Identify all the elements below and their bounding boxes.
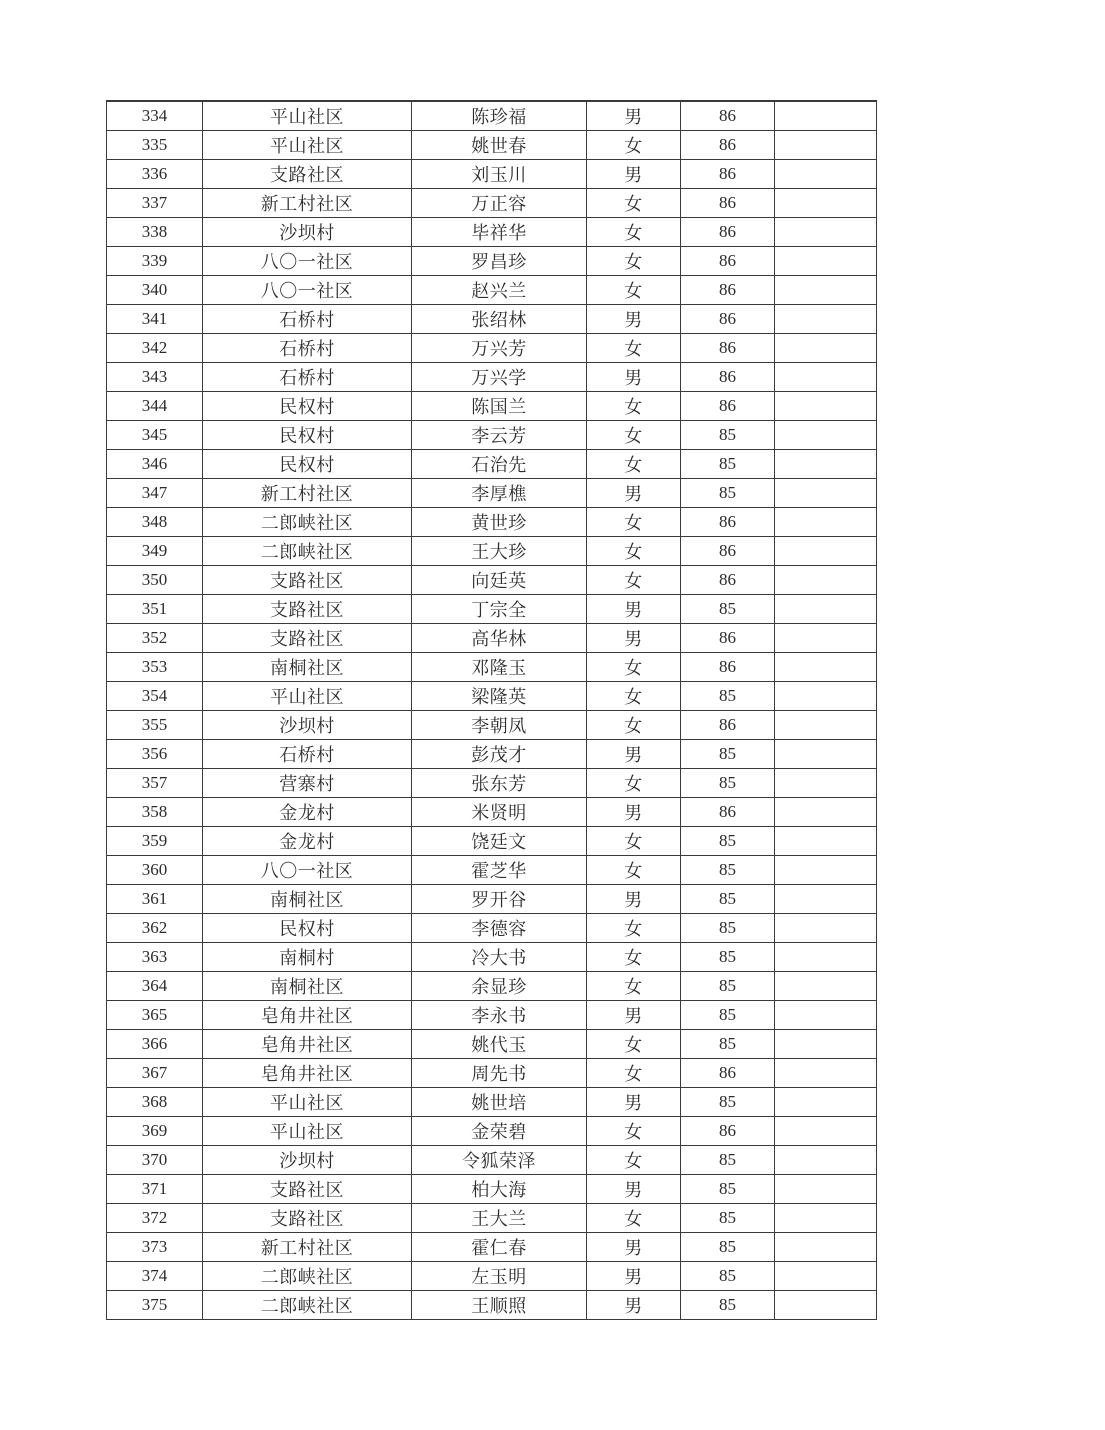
table-row <box>107 1001 877 1030</box>
note-cell <box>775 101 877 131</box>
table-row <box>107 595 877 624</box>
score-cell: 86 <box>681 624 775 653</box>
score-cell: 86 <box>681 334 775 363</box>
table-row <box>107 798 877 827</box>
village-cell: 二郎峡社区 <box>203 508 412 537</box>
person-name-cell: 刘玉川 <box>412 160 587 189</box>
table-row <box>107 218 877 247</box>
person-name-cell: 万正容 <box>412 189 587 218</box>
index-cell: 374 <box>107 1262 203 1291</box>
note-cell <box>775 421 877 450</box>
village-cell: 八〇一社区 <box>203 247 412 276</box>
gender-cell: 女 <box>587 914 681 943</box>
table-row <box>107 682 877 711</box>
gender-cell: 女 <box>587 1030 681 1059</box>
note-cell <box>775 189 877 218</box>
score-cell: 85 <box>681 769 775 798</box>
score-cell: 86 <box>681 508 775 537</box>
person-name-cell: 彭茂才 <box>412 740 587 769</box>
person-name-cell: 姚世春 <box>412 131 587 160</box>
table-row <box>107 189 877 218</box>
index-cell: 343 <box>107 363 203 392</box>
score-cell: 85 <box>681 1291 775 1320</box>
village-cell: 二郎峡社区 <box>203 1262 412 1291</box>
village-cell: 新工村社区 <box>203 189 412 218</box>
index-cell: 342 <box>107 334 203 363</box>
village-cell: 金龙村 <box>203 798 412 827</box>
table-row <box>107 769 877 798</box>
village-cell: 支路社区 <box>203 1204 412 1233</box>
gender-cell: 男 <box>587 1175 681 1204</box>
village-cell: 支路社区 <box>203 1175 412 1204</box>
index-cell: 344 <box>107 392 203 421</box>
person-name-cell: 余显珍 <box>412 972 587 1001</box>
village-cell: 沙坝村 <box>203 218 412 247</box>
note-cell <box>775 885 877 914</box>
score-cell: 85 <box>681 943 775 972</box>
score-cell: 86 <box>681 160 775 189</box>
score-cell: 86 <box>681 189 775 218</box>
note-cell <box>775 1291 877 1320</box>
person-name-cell: 姚世培 <box>412 1088 587 1117</box>
gender-cell: 女 <box>587 1204 681 1233</box>
note-cell <box>775 1117 877 1146</box>
roster-table <box>106 100 877 1320</box>
village-cell: 八〇一社区 <box>203 276 412 305</box>
score-cell: 85 <box>681 1146 775 1175</box>
person-name-cell: 罗开谷 <box>412 885 587 914</box>
gender-cell: 男 <box>587 101 681 131</box>
village-cell: 石桥村 <box>203 740 412 769</box>
table-row <box>107 972 877 1001</box>
village-cell: 皂角井社区 <box>203 1001 412 1030</box>
village-cell: 新工村社区 <box>203 479 412 508</box>
note-cell <box>775 131 877 160</box>
village-cell: 平山社区 <box>203 682 412 711</box>
gender-cell: 男 <box>587 160 681 189</box>
note-cell <box>775 827 877 856</box>
note-cell <box>775 218 877 247</box>
score-cell: 86 <box>681 101 775 131</box>
table-row <box>107 421 877 450</box>
village-cell: 民权村 <box>203 450 412 479</box>
gender-cell: 女 <box>587 334 681 363</box>
table-row <box>107 740 877 769</box>
table-row <box>107 1146 877 1175</box>
village-cell: 南桐社区 <box>203 653 412 682</box>
score-cell: 85 <box>681 914 775 943</box>
person-name-cell: 邓隆玉 <box>412 653 587 682</box>
index-cell: 351 <box>107 595 203 624</box>
index-cell: 367 <box>107 1059 203 1088</box>
table-row <box>107 711 877 740</box>
table-row <box>107 885 877 914</box>
person-name-cell: 万兴芳 <box>412 334 587 363</box>
score-cell: 85 <box>681 827 775 856</box>
person-name-cell: 向廷英 <box>412 566 587 595</box>
score-cell: 86 <box>681 218 775 247</box>
village-cell: 新工村社区 <box>203 1233 412 1262</box>
score-cell: 85 <box>681 972 775 1001</box>
person-name-cell: 梁隆英 <box>412 682 587 711</box>
person-name-cell: 李朝凤 <box>412 711 587 740</box>
score-cell: 86 <box>681 305 775 334</box>
note-cell <box>775 1001 877 1030</box>
table-row <box>107 1175 877 1204</box>
score-cell: 86 <box>681 1059 775 1088</box>
table-row <box>107 334 877 363</box>
village-cell: 民权村 <box>203 392 412 421</box>
index-cell: 358 <box>107 798 203 827</box>
village-cell: 八〇一社区 <box>203 856 412 885</box>
score-cell: 85 <box>681 856 775 885</box>
table-row <box>107 363 877 392</box>
person-name-cell: 王顺照 <box>412 1291 587 1320</box>
table-row <box>107 276 877 305</box>
note-cell <box>775 1059 877 1088</box>
table-row <box>107 1117 877 1146</box>
gender-cell: 女 <box>587 1059 681 1088</box>
note-cell <box>775 769 877 798</box>
table-row <box>107 653 877 682</box>
note-cell <box>775 1030 877 1059</box>
index-cell: 361 <box>107 885 203 914</box>
table-row <box>107 856 877 885</box>
score-cell: 85 <box>681 450 775 479</box>
gender-cell: 女 <box>587 711 681 740</box>
person-name-cell: 毕祥华 <box>412 218 587 247</box>
score-cell: 86 <box>681 247 775 276</box>
note-cell <box>775 247 877 276</box>
table-row <box>107 305 877 334</box>
gender-cell: 女 <box>587 827 681 856</box>
person-name-cell: 李永书 <box>412 1001 587 1030</box>
gender-cell: 男 <box>587 624 681 653</box>
person-name-cell: 左玉明 <box>412 1262 587 1291</box>
gender-cell: 男 <box>587 1291 681 1320</box>
village-cell: 石桥村 <box>203 334 412 363</box>
person-name-cell: 高华林 <box>412 624 587 653</box>
index-cell: 369 <box>107 1117 203 1146</box>
gender-cell: 男 <box>587 740 681 769</box>
person-name-cell: 张绍林 <box>412 305 587 334</box>
index-cell: 341 <box>107 305 203 334</box>
village-cell: 皂角井社区 <box>203 1030 412 1059</box>
person-name-cell: 王大珍 <box>412 537 587 566</box>
score-cell: 86 <box>681 537 775 566</box>
person-name-cell: 冷大书 <box>412 943 587 972</box>
note-cell <box>775 914 877 943</box>
score-cell: 86 <box>681 1117 775 1146</box>
person-name-cell: 黄世珍 <box>412 508 587 537</box>
person-name-cell: 周先书 <box>412 1059 587 1088</box>
gender-cell: 男 <box>587 885 681 914</box>
score-cell: 86 <box>681 131 775 160</box>
gender-cell: 女 <box>587 682 681 711</box>
gender-cell: 女 <box>587 392 681 421</box>
score-cell: 86 <box>681 798 775 827</box>
table-row <box>107 566 877 595</box>
note-cell <box>775 1262 877 1291</box>
table-row <box>107 160 877 189</box>
score-cell: 86 <box>681 276 775 305</box>
index-cell: 350 <box>107 566 203 595</box>
gender-cell: 女 <box>587 131 681 160</box>
village-cell: 二郎峡社区 <box>203 1291 412 1320</box>
gender-cell: 女 <box>587 218 681 247</box>
score-cell: 85 <box>681 1204 775 1233</box>
village-cell: 支路社区 <box>203 624 412 653</box>
village-cell: 沙坝村 <box>203 1146 412 1175</box>
person-name-cell: 丁宗全 <box>412 595 587 624</box>
score-cell: 85 <box>681 479 775 508</box>
table-row <box>107 943 877 972</box>
index-cell: 338 <box>107 218 203 247</box>
gender-cell: 女 <box>587 247 681 276</box>
note-cell <box>775 392 877 421</box>
table-row <box>107 914 877 943</box>
table-row <box>107 1262 877 1291</box>
index-cell: 354 <box>107 682 203 711</box>
gender-cell: 女 <box>587 508 681 537</box>
gender-cell: 女 <box>587 856 681 885</box>
index-cell: 366 <box>107 1030 203 1059</box>
note-cell <box>775 682 877 711</box>
index-cell: 339 <box>107 247 203 276</box>
table-row <box>107 1030 877 1059</box>
person-name-cell: 柏大海 <box>412 1175 587 1204</box>
note-cell <box>775 1175 877 1204</box>
village-cell: 支路社区 <box>203 595 412 624</box>
person-name-cell: 霍芝华 <box>412 856 587 885</box>
note-cell <box>775 479 877 508</box>
index-cell: 356 <box>107 740 203 769</box>
table-row <box>107 508 877 537</box>
person-name-cell: 李德容 <box>412 914 587 943</box>
person-name-cell: 饶廷文 <box>412 827 587 856</box>
village-cell: 南桐社区 <box>203 885 412 914</box>
person-name-cell: 陈珍福 <box>412 101 587 131</box>
note-cell <box>775 943 877 972</box>
gender-cell: 女 <box>587 450 681 479</box>
index-cell: 336 <box>107 160 203 189</box>
table-row <box>107 537 877 566</box>
table-row <box>107 247 877 276</box>
note-cell <box>775 276 877 305</box>
index-cell: 357 <box>107 769 203 798</box>
note-cell <box>775 160 877 189</box>
score-cell: 85 <box>681 1030 775 1059</box>
note-cell <box>775 653 877 682</box>
person-name-cell: 金荣碧 <box>412 1117 587 1146</box>
village-cell: 南桐村 <box>203 943 412 972</box>
gender-cell: 女 <box>587 653 681 682</box>
index-cell: 362 <box>107 914 203 943</box>
gender-cell: 女 <box>587 189 681 218</box>
table-row <box>107 392 877 421</box>
person-name-cell: 李厚樵 <box>412 479 587 508</box>
person-name-cell: 王大兰 <box>412 1204 587 1233</box>
person-name-cell: 陈国兰 <box>412 392 587 421</box>
score-cell: 85 <box>681 682 775 711</box>
note-cell <box>775 711 877 740</box>
score-cell: 85 <box>681 421 775 450</box>
village-cell: 沙坝村 <box>203 711 412 740</box>
score-cell: 86 <box>681 653 775 682</box>
score-cell: 85 <box>681 1088 775 1117</box>
index-cell: 346 <box>107 450 203 479</box>
index-cell: 370 <box>107 1146 203 1175</box>
score-cell: 85 <box>681 740 775 769</box>
index-cell: 368 <box>107 1088 203 1117</box>
gender-cell: 男 <box>587 595 681 624</box>
village-cell: 平山社区 <box>203 1117 412 1146</box>
score-cell: 85 <box>681 595 775 624</box>
score-cell: 85 <box>681 1001 775 1030</box>
index-cell: 360 <box>107 856 203 885</box>
gender-cell: 女 <box>587 537 681 566</box>
index-cell: 353 <box>107 653 203 682</box>
index-cell: 335 <box>107 131 203 160</box>
gender-cell: 男 <box>587 798 681 827</box>
person-name-cell: 万兴学 <box>412 363 587 392</box>
gender-cell: 男 <box>587 1233 681 1262</box>
gender-cell: 男 <box>587 1001 681 1030</box>
note-cell <box>775 740 877 769</box>
note-cell <box>775 1088 877 1117</box>
index-cell: 359 <box>107 827 203 856</box>
person-name-cell: 米贤明 <box>412 798 587 827</box>
village-cell: 营寨村 <box>203 769 412 798</box>
gender-cell: 女 <box>587 972 681 1001</box>
index-cell: 372 <box>107 1204 203 1233</box>
village-cell: 平山社区 <box>203 101 412 131</box>
index-cell: 363 <box>107 943 203 972</box>
person-name-cell: 令狐荣泽 <box>412 1146 587 1175</box>
table-row <box>107 1088 877 1117</box>
table-row <box>107 101 877 131</box>
index-cell: 340 <box>107 276 203 305</box>
index-cell: 334 <box>107 101 203 131</box>
person-name-cell: 石治先 <box>412 450 587 479</box>
index-cell: 355 <box>107 711 203 740</box>
score-cell: 85 <box>681 1262 775 1291</box>
gender-cell: 女 <box>587 276 681 305</box>
gender-cell: 女 <box>587 943 681 972</box>
village-cell: 支路社区 <box>203 566 412 595</box>
gender-cell: 男 <box>587 305 681 334</box>
index-cell: 348 <box>107 508 203 537</box>
village-cell: 平山社区 <box>203 131 412 160</box>
gender-cell: 女 <box>587 1117 681 1146</box>
village-cell: 民权村 <box>203 421 412 450</box>
note-cell <box>775 537 877 566</box>
village-cell: 石桥村 <box>203 305 412 334</box>
table-row <box>107 1233 877 1262</box>
village-cell: 平山社区 <box>203 1088 412 1117</box>
village-cell: 石桥村 <box>203 363 412 392</box>
score-cell: 86 <box>681 711 775 740</box>
person-name-cell: 姚代玉 <box>412 1030 587 1059</box>
roster-table-body <box>107 101 877 1320</box>
table-row <box>107 624 877 653</box>
note-cell <box>775 1233 877 1262</box>
note-cell <box>775 1146 877 1175</box>
gender-cell: 女 <box>587 421 681 450</box>
gender-cell: 女 <box>587 769 681 798</box>
score-cell: 86 <box>681 363 775 392</box>
person-name-cell: 罗昌珍 <box>412 247 587 276</box>
person-name-cell: 张东芳 <box>412 769 587 798</box>
gender-cell: 女 <box>587 566 681 595</box>
village-cell: 支路社区 <box>203 160 412 189</box>
score-cell: 85 <box>681 1233 775 1262</box>
gender-cell: 男 <box>587 1088 681 1117</box>
village-cell: 民权村 <box>203 914 412 943</box>
index-cell: 375 <box>107 1291 203 1320</box>
table-row <box>107 450 877 479</box>
person-name-cell: 赵兴兰 <box>412 276 587 305</box>
note-cell <box>775 856 877 885</box>
note-cell <box>775 624 877 653</box>
note-cell <box>775 566 877 595</box>
note-cell <box>775 305 877 334</box>
table-row <box>107 1059 877 1088</box>
index-cell: 349 <box>107 537 203 566</box>
gender-cell: 男 <box>587 1262 681 1291</box>
note-cell <box>775 508 877 537</box>
index-cell: 345 <box>107 421 203 450</box>
score-cell: 85 <box>681 885 775 914</box>
score-cell: 86 <box>681 566 775 595</box>
table-row <box>107 827 877 856</box>
village-cell: 金龙村 <box>203 827 412 856</box>
note-cell <box>775 972 877 1001</box>
note-cell <box>775 450 877 479</box>
index-cell: 371 <box>107 1175 203 1204</box>
table-row <box>107 1291 877 1320</box>
village-cell: 二郎峡社区 <box>203 537 412 566</box>
index-cell: 352 <box>107 624 203 653</box>
table-row <box>107 1204 877 1233</box>
score-cell: 86 <box>681 392 775 421</box>
score-cell: 85 <box>681 1175 775 1204</box>
gender-cell: 男 <box>587 363 681 392</box>
index-cell: 347 <box>107 479 203 508</box>
gender-cell: 女 <box>587 1146 681 1175</box>
gender-cell: 男 <box>587 479 681 508</box>
index-cell: 364 <box>107 972 203 1001</box>
note-cell <box>775 1204 877 1233</box>
index-cell: 365 <box>107 1001 203 1030</box>
index-cell: 337 <box>107 189 203 218</box>
note-cell <box>775 334 877 363</box>
village-cell: 皂角井社区 <box>203 1059 412 1088</box>
note-cell <box>775 363 877 392</box>
table-row <box>107 479 877 508</box>
index-cell: 373 <box>107 1233 203 1262</box>
person-name-cell: 霍仁春 <box>412 1233 587 1262</box>
table-row <box>107 131 877 160</box>
person-name-cell: 李云芳 <box>412 421 587 450</box>
note-cell <box>775 595 877 624</box>
note-cell <box>775 798 877 827</box>
village-cell: 南桐社区 <box>203 972 412 1001</box>
